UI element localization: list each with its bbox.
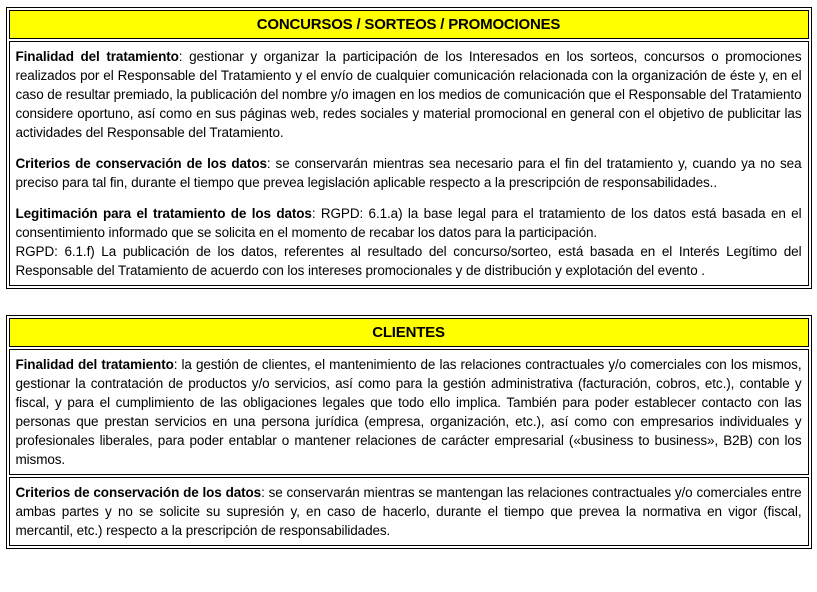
paragraph-text: : RGPD: 6.1.a) la base legal para el tratamiento de los datos está basada en el consentimiento informado que se solicita en el momento de recabar los datos para la participación.: [15, 206, 802, 240]
table-clientes-row-finalidad: [9, 349, 809, 475]
paragraph-text: : se conservarán mientras sea necesario para el fin del tratamiento y, cuando ya no sea preciso para tal fin, durante el tiempo que prevea legislación aplicable respecto a la prescripción de responsabilidades..: [15, 156, 802, 190]
paragraph-criterios-conservacion: [16, 154, 802, 192]
paragraph-text-continued: RGPD: 6.1.f) La publicación de los datos, referentes al resultado del concurso/sorteo, está basada en el Interés Legítimo del Responsable del Tratamiento de acuerdo con los intereses promocionales y de distribución y explotación del evento .: [15, 244, 802, 278]
paragraph-criterios-conservacion: [16, 483, 802, 540]
paragraph-finalidad-tratamiento: [16, 47, 802, 142]
table-clientes-header: CLIENTES: [9, 318, 809, 347]
paragraph-text: : la gestión de clientes, el mantenimiento de las relaciones contractuales y/o comerciales con los mismos, gestionar la contratación de productos y/o servicios, así como para la gestión administrativa (facturación, cobros, etc.), contable y fiscal, y para el cumplimiento de las obligaciones legales que todo ello implica. También para poder establecer contacto con las personas que prestan servicios en una persona jurídica (empresa, organización, etc.), así como con empresarios individuales y profesionales liberales, para poder entablar o mantener relaciones de carácter empresarial («business to business», B2B) con los mismos.: [15, 357, 802, 467]
table-concursos: [6, 7, 812, 289]
page: [0, 7, 817, 592]
paragraph-label: Finalidad del tratamiento: [15, 49, 179, 64]
paragraph-label: Finalidad del tratamiento: [15, 357, 174, 372]
paragraph-text: : gestionar y organizar la participación de los Interesados en los sorteos, concursos o promociones realizados por el Responsable del Tratamiento y el envío de cualquier comunicación relacionada con la organización de éste y, en el caso de resultar premiado, la publicación del nombre y/o imagen en los medios de comunicación que el Responsable del Tratamiento considere oportuno, así como en sus páginas web, redes sociales y material promocional en general con el objetivo de publicitar las actividades del Responsable del Tratamiento.: [15, 49, 802, 140]
table-concursos-header: CONCURSOS / SORTEOS / PROMOCIONES: [9, 10, 809, 39]
paragraph-legitimacion-tratamiento: [16, 204, 802, 280]
paragraph-label: Criterios de conservación de los datos: [15, 485, 262, 500]
paragraph-text: : se conservarán mientras se mantengan las relaciones contractuales y/o comerciales entre ambas partes y no se solicite su supresión y, en caso de hacerlo, durante el tiempo que prevea la normativa en vigor (fiscal, mercantil, etc.) respecto a la prescripción de responsabilidades.: [15, 485, 802, 538]
table-clientes-row-criterios: [9, 477, 809, 546]
table-clientes: [6, 315, 812, 549]
paragraph-label: Legitimación para el tratamiento de los datos: [15, 206, 312, 221]
table-concursos-body: [9, 41, 809, 286]
paragraph-finalidad-tratamiento: [16, 355, 802, 469]
paragraph-label: Criterios de conservación de los datos: [15, 156, 267, 171]
